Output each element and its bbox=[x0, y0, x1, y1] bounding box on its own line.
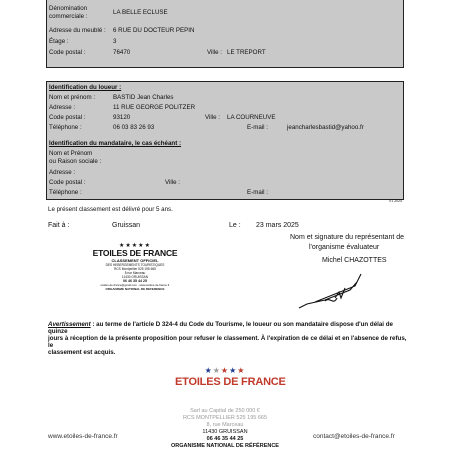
etage-label: Étage : bbox=[49, 38, 69, 45]
date-value: 23 mars 2025 bbox=[256, 222, 299, 229]
denomination-label: Dénomination bbox=[49, 5, 88, 12]
version-label: V1 2024 bbox=[389, 199, 403, 203]
company-stamp bbox=[80, 243, 190, 303]
footer-info bbox=[150, 408, 300, 450]
stamp-brand: ETOILES DE FRANCE bbox=[92, 248, 178, 258]
stamp-line-7: etoiles-de-france@gmail.com - www.etoiles-de-france.fr bbox=[100, 283, 170, 287]
footer-logo bbox=[175, 366, 286, 389]
fait-value: Gruissan bbox=[112, 222, 141, 229]
signature-image bbox=[295, 268, 365, 313]
mandataire-title: Identification du mandataire, le cas échéant : bbox=[49, 140, 182, 147]
ville-meuble-label: Ville : bbox=[207, 49, 223, 56]
loueur-title: Identification du loueur : bbox=[49, 84, 122, 91]
footer-brand: ETOILES DE FRANCE bbox=[175, 376, 286, 388]
loueur-section bbox=[46, 81, 404, 200]
adresse-meuble-label: Adresse du meublé : bbox=[49, 27, 106, 34]
cp-meuble-label: Code postal : bbox=[49, 49, 86, 56]
duree-text: Le présent classement est délivré pour 5 ans. bbox=[48, 206, 173, 213]
denomination-value: LA BELLE ECLUSE bbox=[113, 9, 168, 16]
signature-title-2: l'organisme évaluateur bbox=[309, 244, 380, 251]
loueur-tel-value: 06 03 83 26 93 bbox=[113, 124, 155, 131]
footer-website-link[interactable]: www.etoiles-de-france.fr bbox=[48, 433, 118, 440]
mandataire-adresse-label: Adresse : bbox=[49, 169, 76, 176]
stamp-stars-icon: ★★★★★ bbox=[119, 243, 151, 249]
footer-street: 8, rue Marceau bbox=[206, 422, 244, 428]
stamp-line-2: DES HEBERGEMENTS TOURISTIQUES bbox=[105, 263, 165, 267]
stamp-line-8: ORGANISME NATIONAL DE REFERENCE bbox=[105, 287, 165, 291]
footer-capital: Sarl au Capital de 250 000 € bbox=[190, 408, 260, 414]
avertissement-line-2: jours à réception de la présente proposition pour refuser le classement. À l'expiration de ce délai et en l'absence de refus, le bbox=[48, 335, 407, 349]
loueur-email-value: jeancharlesbastid@yahoo.fr bbox=[287, 124, 364, 131]
loueur-adresse-value: 11 RUE GEORGE POLITZER bbox=[113, 104, 196, 111]
footer-email-link[interactable]: contact@etoiles-de-france.fr bbox=[313, 433, 395, 440]
loueur-cp-value: 93120 bbox=[113, 114, 131, 121]
loueur-tel-label: Téléphone : bbox=[49, 124, 82, 131]
footer-rcs: RCS MONTPELLIER 525 195 665 bbox=[182, 415, 268, 421]
adresse-meuble-value: 6 RUE DU DOCTEUR PEPIN bbox=[113, 27, 195, 34]
fait-label: Fait à : bbox=[48, 222, 70, 229]
footer-stars-icon: ★★★★★ bbox=[204, 366, 246, 375]
mandataire-email-label: E-mail : bbox=[247, 189, 268, 196]
loueur-ville-label: Ville : bbox=[205, 114, 221, 121]
cp-meuble-value: 76470 bbox=[113, 49, 131, 56]
stamp-line-4: 8 rue Marceau bbox=[124, 271, 146, 275]
stamp-line-3: RCS Montpellier 525 195 665 bbox=[114, 267, 156, 271]
stamp-line-6: 06 46 35 44 25 bbox=[123, 279, 147, 283]
representant-name: Michel CHAZOTTES bbox=[322, 257, 387, 264]
avertissement-block bbox=[48, 321, 408, 356]
ville-meuble-value: LE TREPORT bbox=[227, 49, 266, 56]
loueur-ville-value: LA COURNEUVE bbox=[227, 114, 276, 121]
loueur-email-label: E-mail : bbox=[247, 124, 268, 131]
loueur-cp-label: Code postal : bbox=[49, 114, 86, 121]
mandataire-cp-label: Code postal : bbox=[49, 179, 86, 186]
loueur-adresse-label: Adresse : bbox=[49, 104, 76, 111]
avertissement-line-1: : au terme de l'article D 324-4 du Code du Tourisme, le loueur ou son mandataire dispose d'un délai de quinze bbox=[48, 321, 393, 335]
footer-organisme: ORGANISME NATIONAL DE RÉFÉRENCE bbox=[171, 443, 279, 449]
stamp-line-5: 11430 GRUISSAN bbox=[121, 275, 149, 279]
date-label: Le : bbox=[229, 222, 241, 229]
etage-value: 3 bbox=[113, 38, 117, 45]
avertissement-line-3: classement est acquis. bbox=[48, 349, 116, 356]
mandataire-tel-label: Téléphone : bbox=[49, 189, 82, 196]
denomination-label-2: commerciale : bbox=[49, 13, 88, 20]
footer-phone: 06 46 35 44 25 bbox=[206, 436, 244, 442]
mandataire-nom-label-2: ou Raison sociale : bbox=[49, 158, 102, 165]
loueur-nom-label: Nom et prénom : bbox=[49, 94, 96, 101]
mandataire-ville-label: Ville : bbox=[165, 179, 181, 186]
meuble-section bbox=[46, 0, 404, 68]
avertissement-label: Avertissement bbox=[48, 321, 91, 328]
footer-city: 11430 GRUISSAN bbox=[202, 429, 248, 435]
stamp-line-1: CLASSEMENT OFFICIEL bbox=[111, 258, 159, 263]
signature-title: Nom et signature du représentant de bbox=[290, 234, 405, 241]
loueur-nom-value: BASTID Jean Charles bbox=[113, 94, 174, 101]
mandataire-nom-label: Nom et Prénom bbox=[49, 150, 93, 157]
